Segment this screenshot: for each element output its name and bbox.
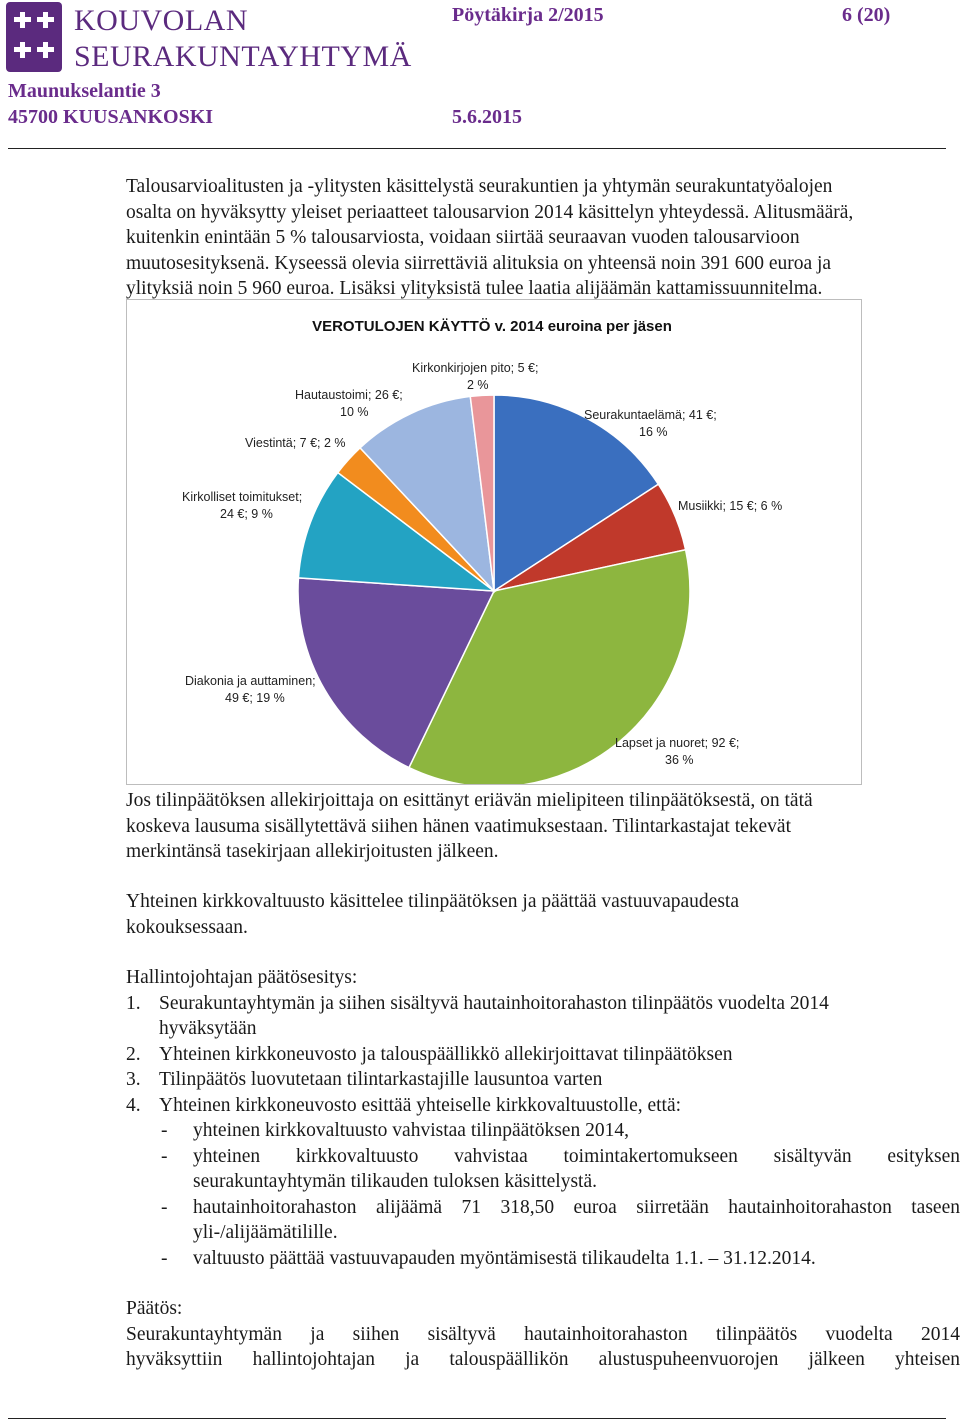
list-item [126,1067,960,1093]
document-title: Pöytäkirja 2/2015 [452,4,604,26]
text-line: yhteinen kirkkovaltuusto vahvistaa toimintakertomukseen sisältyvän esityksen [193,1145,960,1167]
text-line: kuitenkin enintään 5 % talousarviosta, voidaan siirtää seuraavan vuoden talousarvioon [126,227,800,248]
text-line: kokouksessaan. [126,916,248,938]
decision-section [126,1296,960,1373]
sub-list-item [126,1144,960,1195]
slice-label: Hautaustoimi; 26 €; [295,388,403,402]
list-dash: - [161,1196,168,1218]
list-item [126,1042,960,1068]
slice-value-label: 2 % [467,378,489,392]
pie-chart-svg [127,300,861,784]
list-dash: - [161,1247,168,1269]
text-line: muutosesityksenä. Kyseessä olevia siirrettäviä alituksia on yhteensä noin 391 600 euroa ja [126,252,832,274]
sub-list-item [126,1195,960,1246]
slice-value-label: 10 % [340,405,369,419]
text-line: merkintänsä tasekirjaan allekirjoitusten jälkeen. [126,841,499,862]
proposal-heading: Hallintojohtajan päätösesitys: [126,967,358,988]
text-line: Talousarvioalitusten ja -ylitysten käsittelystä seurakuntien ja yhtymän seurakuntatyöalojen [126,176,833,197]
list-dash: - [161,1145,168,1167]
proposal-section [126,965,960,1271]
text-line: osalta on hyväksytty yleiset periaatteet talousarvion 2014 käsittelyn yhteydessä. Alitusmäärä, [126,201,854,223]
list-number: 3. [126,1069,141,1090]
list-number: 2. [126,1043,141,1065]
council-paragraph [126,889,946,940]
header-rule [8,148,946,149]
slice-label: Viestintä; 7 €; 2 % [245,436,346,450]
slice-label: Seurakuntaelämä; 41 €; [584,408,717,422]
text-line: Seurakuntayhtymän ja siihen sisältyvä hautainhoitorahaston tilinpäätös vuodelta 2014 [159,992,829,1014]
footer-rule [8,1418,946,1419]
text-line: yhteinen kirkkovaltuusto vahvistaa tilinpäätöksen 2014, [193,1120,629,1141]
text-line: yli-/alijäämätilille. [193,1222,338,1243]
chart-title: VEROTULOJEN KÄYTTÖ v. 2014 euroina per jäsen [312,318,672,335]
list-item [126,1093,960,1119]
document-date: 5.6.2015 [452,106,522,128]
list-number: 1. [126,992,141,1014]
pie-chart [126,299,862,785]
slice-label: Kirkolliset toimitukset; [182,490,303,504]
list-item [126,991,960,1042]
slice-label: Musiikki; 15 €; 6 % [678,499,783,513]
address-city: 45700 KUUSANKOSKI [8,106,214,128]
signature-paragraph [126,788,946,865]
text-line: Seurakuntayhtymän ja siihen sisältyvä hautainhoitorahaston tilinpäätös vuodelta 2014 [126,1323,960,1345]
slice-value-label: 24 €; 9 % [220,507,273,521]
slice-label: Kirkonkirjojen pito; 5 €; [412,361,539,375]
sub-list-item [126,1118,960,1144]
slice-value-label: 49 €; 19 % [225,691,285,705]
slice-label: Diakonia ja auttaminen; [185,674,316,688]
cross-logo-icon [6,2,62,72]
text-line: Tilinpäätös luovutetaan tilintarkastajille lausuntoa varten [159,1069,603,1090]
text-line: hautainhoitorahaston alijäämä 71 318,50 euroa siirretään hautainhoitorahaston taseen [193,1196,960,1218]
page-number: 6 (20) [842,4,891,26]
text-line: ylityksiä noin 5 960 euroa. Lisäksi ylityksistä tulee laatia alijäämän kattamissuunnitelma. [126,278,823,299]
decision-heading: Päätös: [126,1298,183,1319]
text-line: Yhteinen kirkkoneuvosto ja talouspäällikkö allekirjoittavat tilinpäätöksen [159,1043,733,1065]
slice-value-label: 16 % [639,425,668,439]
list-dash: - [161,1120,168,1141]
org-name-line1: KOUVOLAN [74,4,248,37]
text-line: hyväksytään [159,1018,257,1039]
text-line: Jos tilinpäätöksen allekirjoittaja on esittänyt eriävän mielipiteen tilinpäätöksestä, on tätä [126,790,813,811]
list-number: 4. [126,1094,141,1116]
intro-paragraph [126,174,946,302]
org-name-line2: SEURAKUNTAYHTYMÄ [74,40,412,73]
text-line: valtuusto päättää vastuuvapauden myöntämisestä tilikaudelta 1.1. – 31.12.2014. [193,1247,816,1269]
slice-value-label: 36 % [665,753,694,767]
text-line: seurakuntayhtymän tilikauden tuloksen käsittelystä. [193,1171,597,1192]
text-line: koskeva lausuma sisällytettävä siihen hänen vaatimuksestaan. Tilintarkastajat tekevät [126,815,791,837]
sub-list-item [126,1246,960,1272]
text-line: Yhteinen kirkkovaltuusto käsittelee tilinpäätöksen ja päättää vastuuvapaudesta [126,891,739,912]
slice-label: Lapset ja nuoret; 92 €; [615,736,740,750]
text-line: hyväksyttiin hallintojohtajan ja talouspäällikön alustuspuheenvuorojen jälkeen yhteisen [126,1349,960,1370]
text-line: Yhteinen kirkkoneuvosto esittää yhteiselle kirkkovaltuustolle, että: [159,1094,682,1116]
address-street: Maunukselantie 3 [8,80,161,102]
